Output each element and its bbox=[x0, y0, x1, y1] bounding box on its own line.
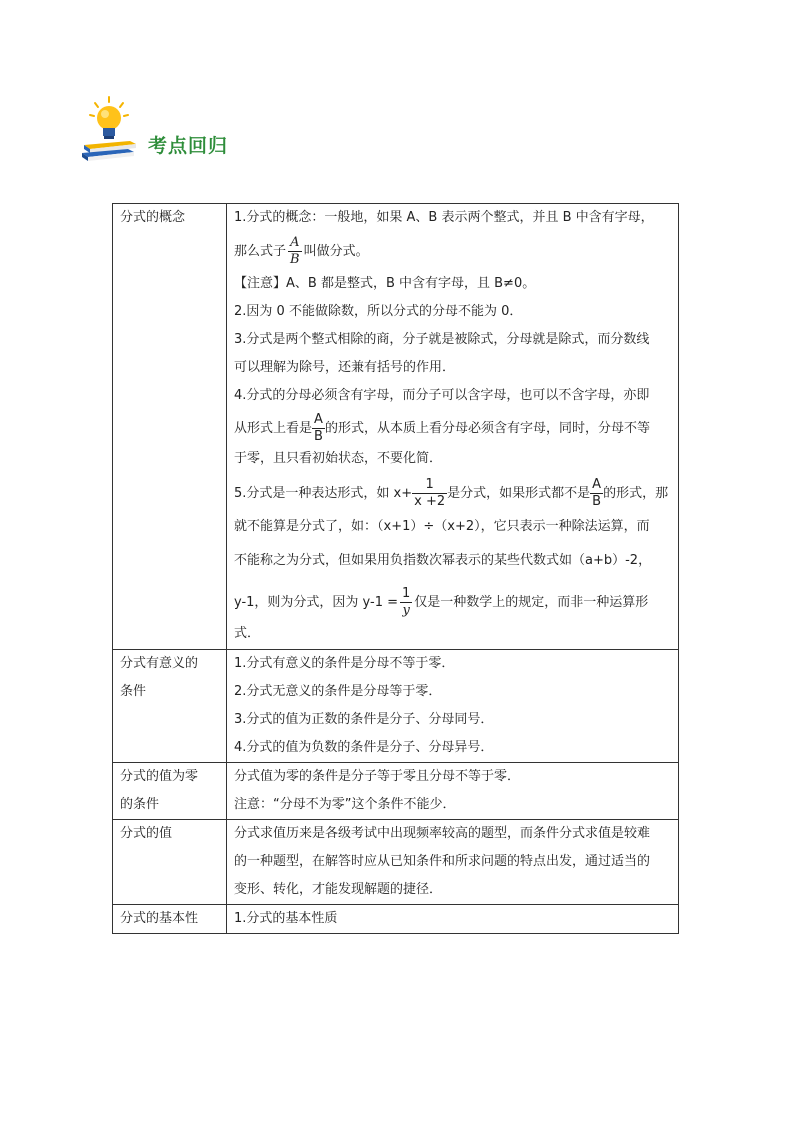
concept-fraction-line bbox=[234, 412, 672, 445]
fraction-denominator: B bbox=[592, 494, 602, 509]
row-key-property: 分式的基本性 bbox=[113, 905, 227, 934]
zero-line: 分式值为零的条件是分子等于零且分母不等于零． bbox=[234, 769, 521, 784]
text-span: 是分式，如果形式都不是 bbox=[447, 486, 591, 501]
text-span: y-1，则为分式，因为 y-1 = bbox=[234, 595, 399, 610]
concept-fraction-line bbox=[234, 477, 672, 510]
table-row-concept bbox=[113, 204, 679, 650]
table-row-zero bbox=[113, 763, 679, 820]
concept-line: 可以理解为除号，还兼有括号的作用． bbox=[234, 360, 456, 375]
fraction-one-over-y bbox=[400, 586, 412, 619]
concept-line: 4.分式的分母必须含有字母，而分子可以含字母，也可以不含字母，亦即 bbox=[234, 388, 650, 403]
text-span: 从形式上看是 bbox=[234, 421, 313, 436]
concept-line: 不能称之为分式，但如果用负指数次幂表示的某些代数式如（a+b）-2， bbox=[234, 553, 652, 568]
value-line: 的一种题型，在解答时应从已知条件和所求问题的特点出发，通过适当的 bbox=[234, 854, 651, 869]
fraction-denominator: x +2 bbox=[414, 494, 446, 509]
row-key-line: 的条件 bbox=[120, 797, 160, 812]
fraction-denominator: B bbox=[290, 252, 300, 267]
fraction-a-over-b bbox=[288, 235, 302, 268]
zero-line: 注意：“分母不为零”这个条件不能少． bbox=[234, 797, 456, 812]
row-content-property bbox=[227, 905, 679, 934]
fraction-one-over-x-plus-2 bbox=[412, 477, 447, 510]
text-span: 5.分式是一种表达形式，如 x+ bbox=[234, 486, 413, 501]
text-span: 的形式，那 bbox=[603, 486, 669, 501]
meaningful-line: 4.分式的值为负数的条件是分子、分母异号． bbox=[234, 740, 494, 755]
row-key-value: 分式的值 bbox=[113, 820, 227, 905]
row-content-zero bbox=[227, 763, 679, 820]
row-content-concept bbox=[227, 204, 679, 650]
fraction-denominator: B bbox=[314, 429, 323, 444]
knowledge-table bbox=[112, 203, 679, 934]
row-key-line: 分式的值为零 bbox=[120, 769, 199, 784]
fraction-a-over-b bbox=[590, 477, 603, 510]
text-span: 那么式子 bbox=[234, 244, 287, 259]
fraction-numerator: 1 bbox=[412, 477, 447, 494]
value-line: 变形、转化，才能发现解题的捷径． bbox=[234, 882, 443, 897]
concept-fraction-line bbox=[234, 235, 672, 268]
row-key-meaningful bbox=[113, 650, 227, 763]
fraction-numerator: 1 bbox=[402, 586, 411, 601]
section-header bbox=[80, 95, 280, 165]
row-key-concept: 分式的概念 bbox=[113, 204, 227, 650]
concept-line: 1.分式的概念：一般地，如果 A、B 表示两个整式，并且 B 中含有字母， bbox=[234, 210, 654, 225]
table-row-meaningful bbox=[113, 650, 679, 763]
fraction-a-over-b bbox=[312, 412, 325, 445]
fraction-numerator: A bbox=[288, 235, 302, 252]
fraction-numerator: A bbox=[312, 412, 325, 429]
fraction-denominator: y bbox=[402, 603, 410, 618]
text-span: 的形式，从本质上看分母必须含有字母，同时，分母不等 bbox=[324, 421, 650, 436]
property-line: 1.分式的基本性质 bbox=[234, 911, 338, 926]
concept-line: 2.因为 0 不能做除数，所以分式的分母不能为 0． bbox=[234, 304, 523, 319]
row-content-meaningful bbox=[227, 650, 679, 763]
table-row-property bbox=[113, 905, 679, 934]
meaningful-line: 3.分式的值为正数的条件是分子、分母同号． bbox=[234, 712, 494, 727]
concept-line: 于零，且只看初始状态，不要化简． bbox=[234, 451, 443, 466]
section-title: 考点回归 bbox=[148, 135, 229, 157]
table-row-value bbox=[113, 820, 679, 905]
row-key-line: 分式有意义的 bbox=[120, 656, 199, 671]
text-span: 叫做分式。 bbox=[303, 244, 369, 259]
fraction-numerator: A bbox=[590, 477, 603, 494]
lightbulb-books-icon bbox=[80, 95, 144, 165]
row-content-value bbox=[227, 820, 679, 905]
concept-line: 就不能算是分式了，如：（x+1）÷（x+2），它只表示一种除法运算，而 bbox=[234, 519, 650, 534]
concept-note: 【注意】A、B 都是整式，B 中含有字母，且 B≠0。 bbox=[234, 276, 536, 291]
text-span: 仅是一种数学上的规定，而非一种运算形 bbox=[414, 595, 649, 610]
meaningful-line: 1.分式有意义的条件是分母不等于零． bbox=[234, 656, 455, 671]
value-line: 分式求值历来是各级考试中出现频率较高的题型，而条件分式求值是较难 bbox=[234, 826, 651, 841]
concept-line: 3.分式是两个整式相除的商，分子就是被除式，分母就是除式，而分数线 bbox=[234, 332, 650, 347]
concept-fraction-line bbox=[234, 586, 672, 619]
concept-line: 式． bbox=[234, 626, 261, 641]
row-key-line: 条件 bbox=[120, 684, 147, 699]
row-key-zero bbox=[113, 763, 227, 820]
meaningful-line: 2.分式无意义的条件是分母等于零． bbox=[234, 684, 442, 699]
